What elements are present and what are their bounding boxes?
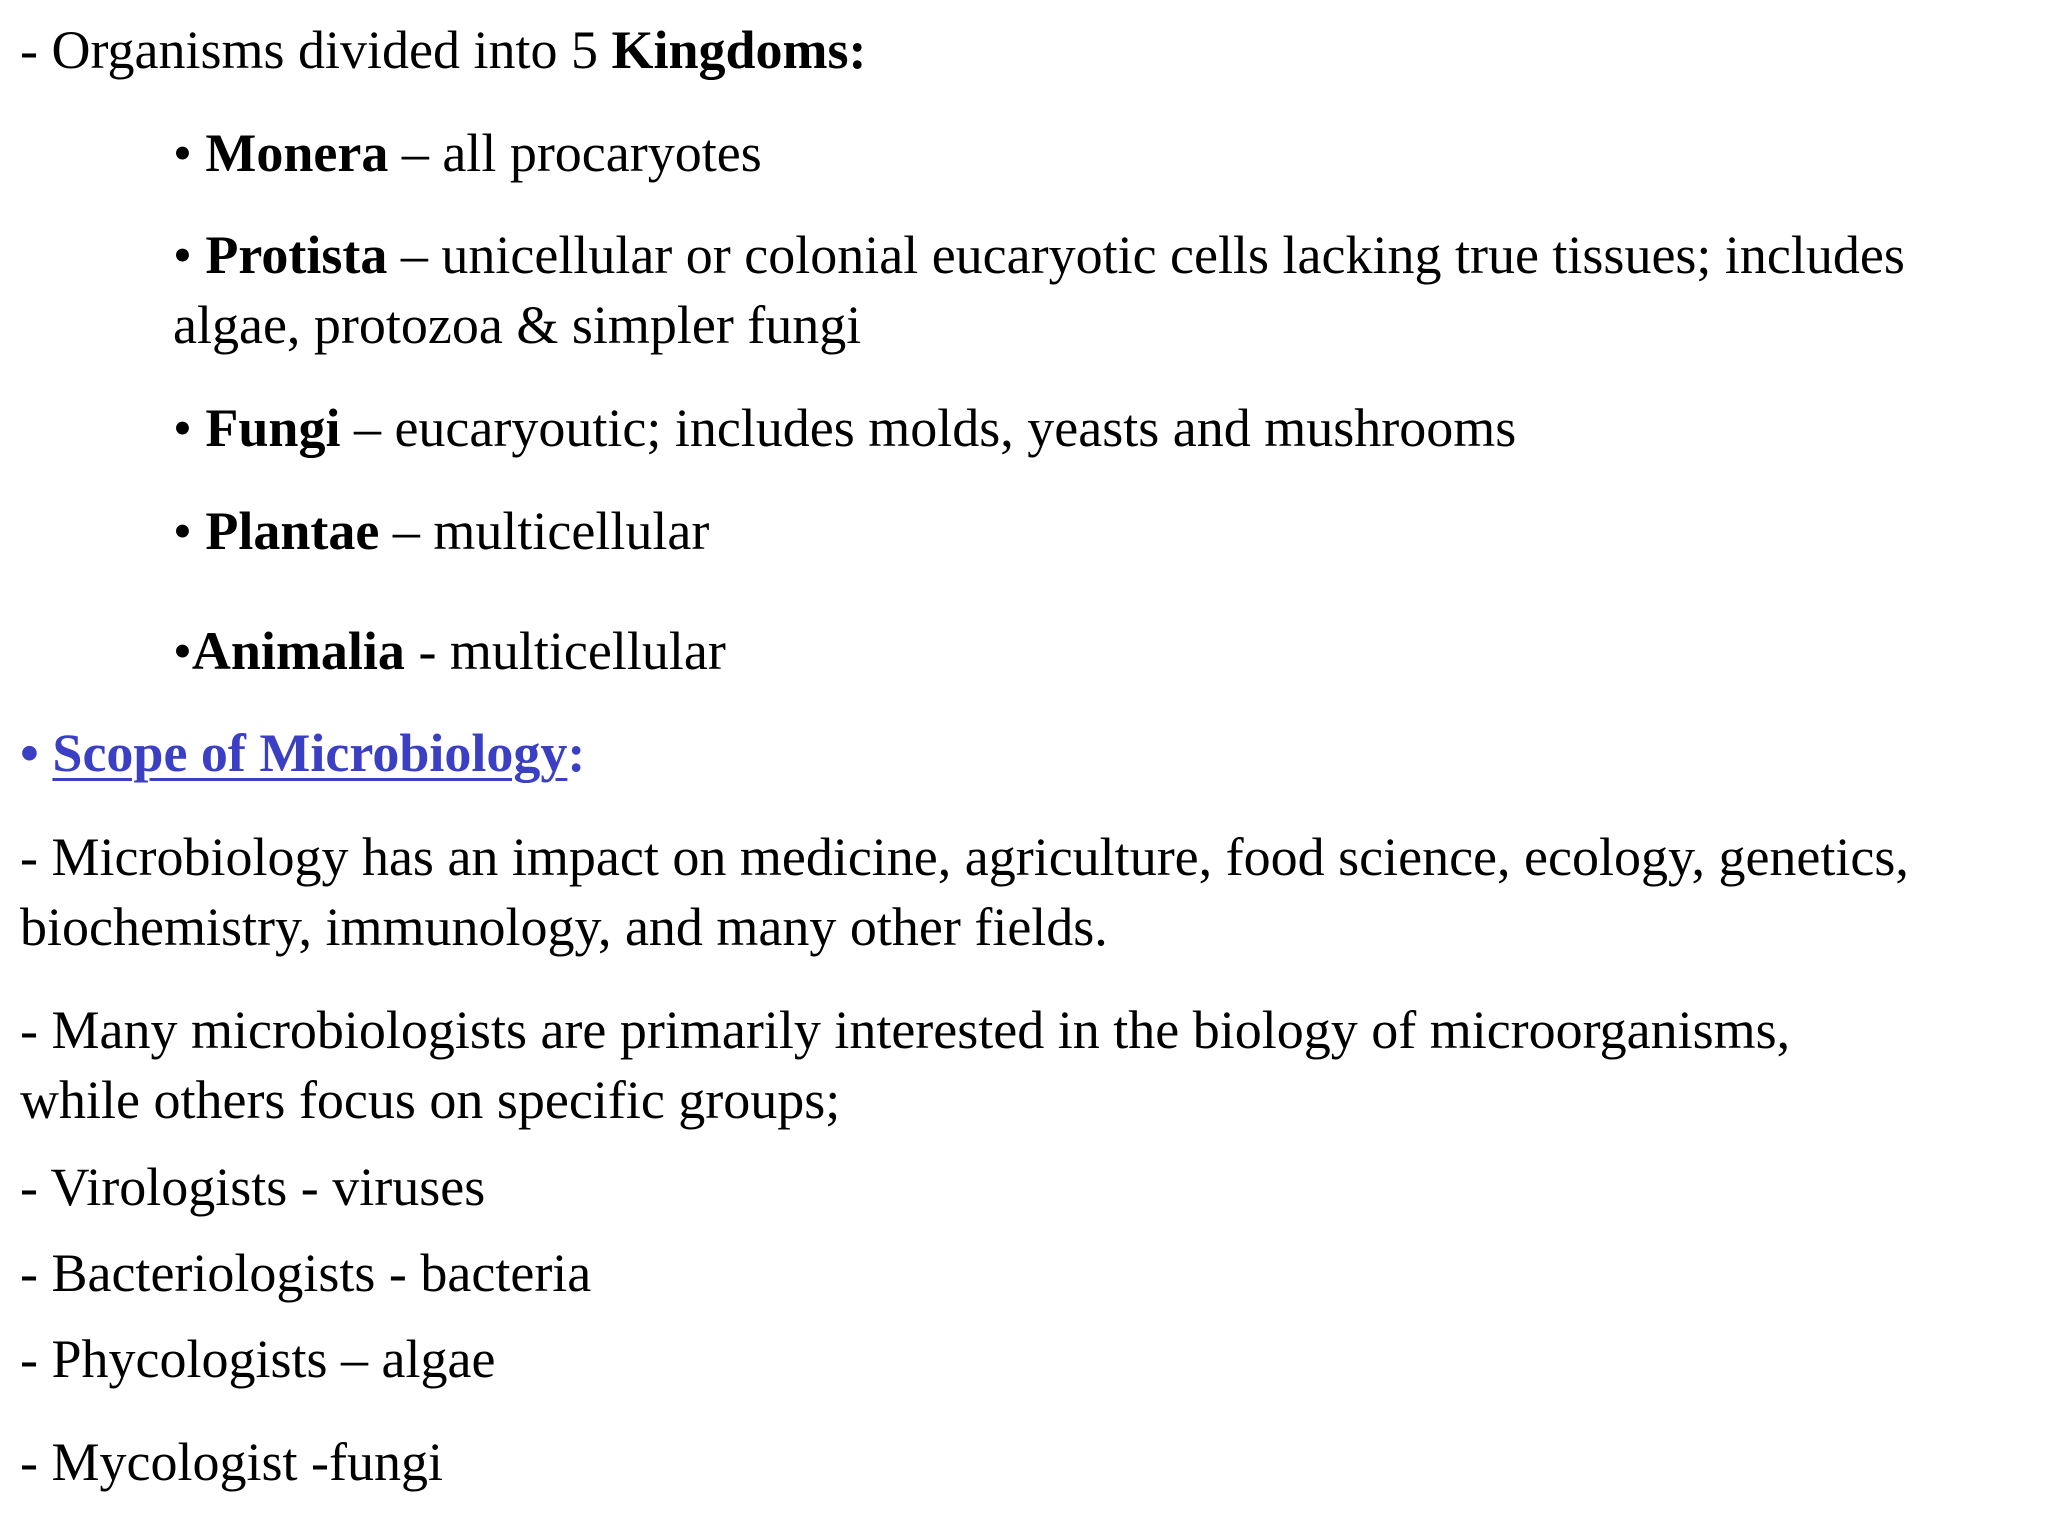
scope-suffix: : (567, 723, 586, 783)
paragraph-text: - Many microbiologists are primarily interested in the biology of microorganisms, (20, 1000, 1791, 1060)
paragraph-interests-line-2 (20, 1065, 840, 1135)
kingdom-name: Fungi (205, 398, 341, 458)
paragraph-interests-line-1 (20, 995, 1790, 1065)
intro-line (20, 15, 867, 85)
kingdom-item-fungi (173, 393, 1516, 463)
kingdom-item-monera (173, 118, 762, 188)
kingdom-name: Monera (205, 123, 389, 183)
scope-bullet: • (20, 723, 53, 783)
specialist-text: - Mycologist -fungi (20, 1432, 443, 1492)
kingdom-name: Plantae (205, 501, 380, 561)
bullet: • (173, 621, 192, 681)
paragraph-text: while others focus on specific groups; (20, 1070, 841, 1130)
scope-heading (20, 718, 585, 788)
kingdom-desc: – unicellular or colonial eucaryotic cells lacking true tissues; includes (387, 225, 1905, 285)
intro-bold-kingdoms: Kingdoms: (611, 20, 867, 80)
kingdom-desc: – eucaryoutic; includes molds, yeasts and mushrooms (340, 398, 1517, 458)
kingdom-item-protista-continued (173, 290, 861, 360)
kingdom-name: Animalia (191, 621, 405, 681)
specialist-item-mycologist (20, 1427, 443, 1497)
bullet: • (173, 123, 206, 183)
specialist-text: - Bacteriologists - bacteria (20, 1243, 592, 1303)
bullet: • (173, 225, 206, 285)
paragraph-impact-line-1 (20, 822, 1909, 892)
kingdom-desc: - multicellular (404, 621, 726, 681)
intro-prefix: - Organisms divided into 5 (20, 20, 612, 80)
kingdom-desc: – multicellular (379, 501, 710, 561)
specialist-item-virologists (20, 1152, 485, 1222)
kingdom-desc-continued: algae, protozoa & simpler fungi (173, 295, 862, 355)
paragraph-text: - Microbiology has an impact on medicine, agriculture, food science, ecology, genetics, (20, 827, 1909, 887)
specialist-item-phycologists (20, 1324, 495, 1394)
paragraph-text: biochemistry, immunology, and many other fields. (20, 897, 1108, 957)
specialist-text: - Virologists - viruses (20, 1157, 486, 1217)
bullet: • (173, 398, 206, 458)
paragraph-impact-line-2 (20, 892, 1108, 962)
bullet: • (173, 501, 206, 561)
specialist-text: - Phycologists – algae (20, 1329, 496, 1389)
kingdom-item-protista (173, 220, 1905, 290)
kingdom-name: Protista (205, 225, 388, 285)
kingdom-desc: – all procaryotes (388, 123, 762, 183)
kingdom-item-plantae (173, 496, 709, 566)
scope-of-microbiology-link[interactable]: Scope of Microbiology (52, 723, 568, 783)
kingdom-item-animalia (173, 616, 726, 686)
specialist-item-bacteriologists (20, 1238, 591, 1308)
